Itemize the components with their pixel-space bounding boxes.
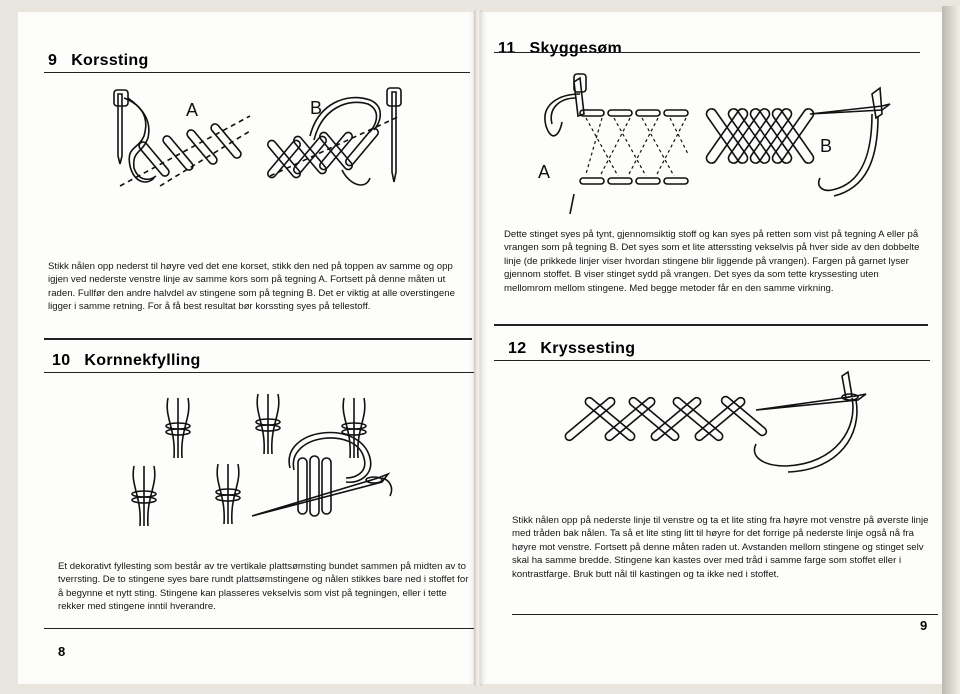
- illustration-label-b: B: [820, 136, 833, 156]
- heading-rule: [494, 52, 920, 53]
- section-11-heading: [498, 40, 622, 58]
- footer-rule: [512, 614, 938, 615]
- section-number: 12: [508, 340, 527, 357]
- illustration-label-a: A: [538, 162, 551, 182]
- section-title: Kryssesting: [540, 340, 636, 357]
- heading-rule: [44, 372, 474, 373]
- section-number: 11: [498, 40, 516, 57]
- page-edge: [942, 6, 960, 694]
- sheaf-stitch-illustration: [120, 388, 410, 538]
- section-9-heading: [48, 52, 149, 70]
- shadow-stitch-illustration: [530, 74, 910, 214]
- herringbone-stitch-illustration: [566, 368, 896, 478]
- section-9-text: Stikk nålen opp nederst til høyre ved det ene korset, stikk den ned på toppen av samme og opp igjen ved nederste venstre linje av samme kors som på tegning A. Fortsett på denne måten ut raden. Fullfør den andre halvdel av stingene som på tegning B. Det er viktig at alle overstingene ligger i samme retning. For å få best resultat bør korssting syes på tellestoff.: [48, 261, 455, 313]
- section-10-text: Et dekorativt fyllesting som består av tre vertikale plattsømsting bundet sammen på midten av to tverrsting. De to stingene syes bare rundt plattsømstingene og nålen stikkes bare ned i stoffet for å begynne et nytt sting. Stingene kan plasseres vekselvis som vist på tegningen, eller i tette rekker med stingene inntil hverandre.: [58, 561, 469, 613]
- section-divider: [44, 338, 472, 340]
- footer-rule: [44, 628, 474, 629]
- page-number-left: 8: [58, 644, 66, 659]
- illustration-label-a: A: [186, 100, 199, 120]
- heading-rule: [44, 72, 470, 73]
- section-title: Korssting: [71, 52, 149, 69]
- section-12-heading: [508, 340, 635, 358]
- section-10-heading: [52, 352, 201, 370]
- section-title: Kornnekfylling: [84, 352, 201, 369]
- section-12-text: Stikk nålen opp på nederste linje til venstre og ta et lite sting fra høyre mot venstre på øverste linje med tråden bak nålen. Ta så et lite sting litt til høyre for det forrige på nederste linje også nå fra høyre mot venstre. Fortsett på denne måten raden ut. Avstanden mellom stingene og stinget selv skal ha samme bredde. Stingene kan kastes over med tråd i samme farge som stoffet eller i kontrastfarge. Bruk butt nål til kastingen og ta ikke ned i stoffet.: [512, 515, 929, 580]
- section-title: Skyggesøm: [529, 40, 623, 57]
- heading-rule: [494, 360, 930, 361]
- section-divider: [494, 324, 928, 326]
- illustration-label-b: B: [310, 98, 323, 118]
- section-11-text: Dette stinget syes på tynt, gjennomsiktig stoff og kan syes på retten som vist på tegning A eller på vrangen som på tegning B. Det syes som et lite atterssting vekselvis på hver side av den dobbelte linje (de prikkede linjer viser hvordan stingene blir liggende på vrangen). Fargen på garnet lyser gjennom stoffet. B viser stinget sydd på vrangen. Det syes da som tette kryssesting uten mellomrom mellom stingene. Med begge metoder får en den samme virkning.: [504, 229, 920, 294]
- section-number: 9: [48, 52, 58, 69]
- page-number-right: 9: [920, 618, 928, 633]
- cross-stitch-illustration: [100, 86, 430, 206]
- section-number: 10: [52, 352, 71, 369]
